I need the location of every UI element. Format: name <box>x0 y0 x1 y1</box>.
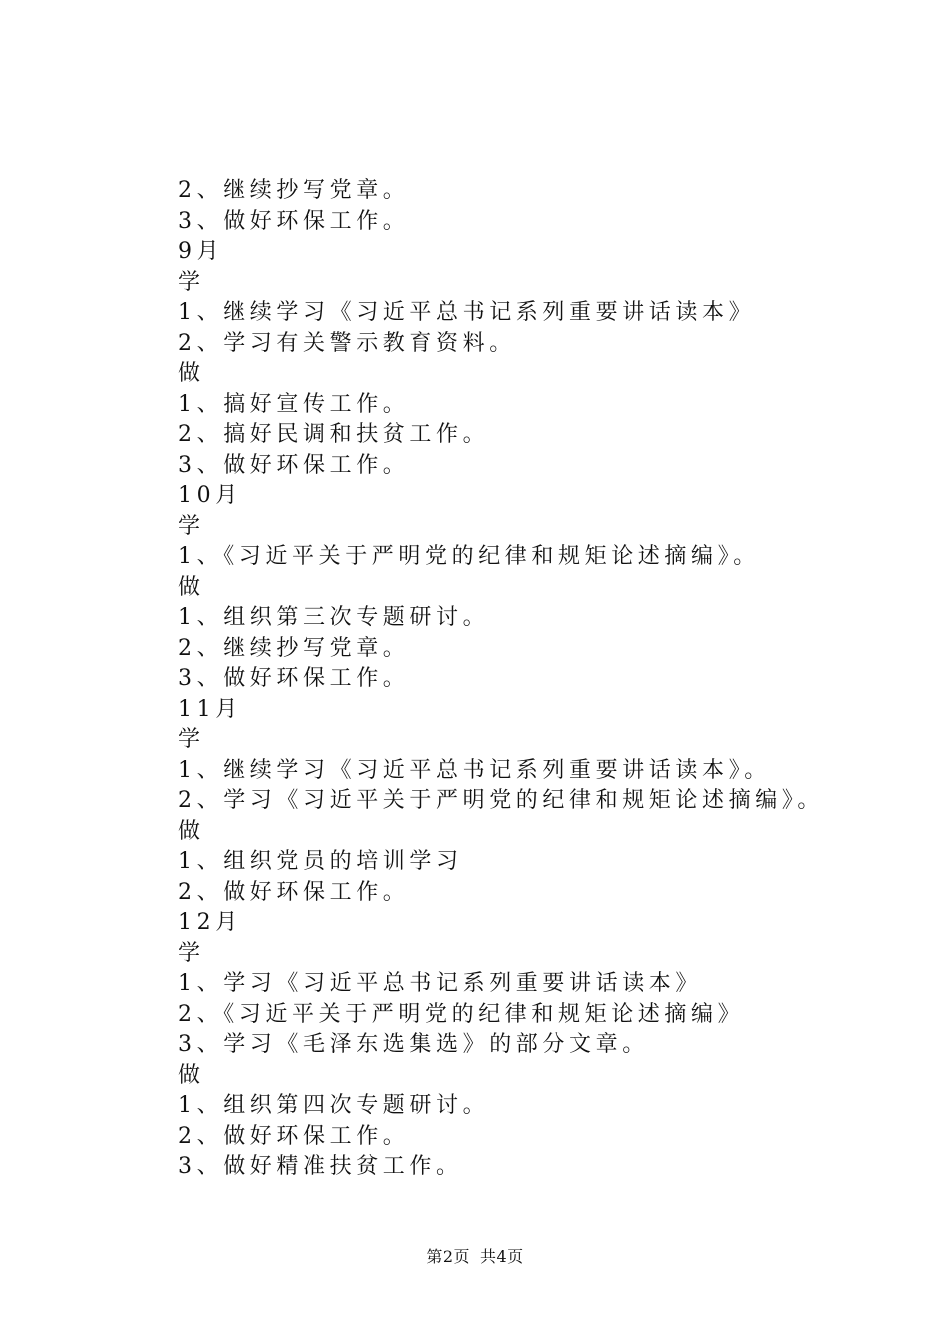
text-line: 2、做好环保工作。 <box>178 879 410 905</box>
section-label-do: 做 <box>178 1062 205 1088</box>
text-line: 1、组织第三次专题研讨。 <box>178 605 490 630</box>
section-label-study: 学 <box>178 269 205 295</box>
month-heading: 10月 <box>178 483 242 508</box>
text-line: 3、学习《毛泽东选集选》的部分文章。 <box>178 1032 649 1057</box>
month-heading: 12月 <box>178 910 242 935</box>
text-line: 2、继续抄写党章。 <box>178 635 410 661</box>
text-line: 3、做好环保工作。 <box>178 452 410 478</box>
section-label-do: 做 <box>178 574 205 600</box>
text-line: 2、学习《习近平关于严明党的纪律和规矩论述摘编》。 <box>178 788 824 813</box>
text-line: 1、组织党员的培训学习 <box>178 849 463 874</box>
section-label-do: 做 <box>178 818 205 844</box>
document-body <box>178 176 878 1183</box>
month-heading: 9月 <box>178 239 224 264</box>
text-line: 2、继续抄写党章。 <box>178 178 410 203</box>
text-line: 2、学习有关警示教育资料。 <box>178 330 516 356</box>
text-line: 1、学习《习近平总书记系列重要讲话读本》 <box>178 971 702 996</box>
text-line: 3、做好环保工作。 <box>178 208 410 234</box>
month-heading: 11月 <box>178 696 242 722</box>
section-label-study: 学 <box>178 513 205 539</box>
text-line: 3、做好精准扶贫工作。 <box>178 1154 463 1179</box>
page-number-current: 第2页 <box>426 1247 470 1266</box>
section-label-study: 学 <box>178 727 205 752</box>
page-footer <box>0 1244 950 1267</box>
page-number-total: 共4页 <box>480 1247 524 1266</box>
section-label-do: 做 <box>178 361 205 386</box>
text-line: 1、搞好宣传工作。 <box>178 391 410 417</box>
section-label-study: 学 <box>178 940 205 966</box>
text-line: 1、继续学习《习近平总书记系列重要讲话读本》。 <box>178 757 771 783</box>
text-line: 1、组织第四次专题研讨。 <box>178 1093 490 1118</box>
text-line: 2、《习近平关于严明党的纪律和规矩论述摘编》 <box>178 1001 745 1027</box>
text-line: 1、继续学习《习近平总书记系列重要讲话读本》 <box>178 300 756 325</box>
text-line: 3、做好环保工作。 <box>178 666 410 691</box>
text-line: 2、搞好民调和扶贫工作。 <box>178 422 490 447</box>
text-line: 1、《习近平关于严明党的纪律和规矩论述摘编》。 <box>178 544 760 569</box>
text-line: 2、做好环保工作。 <box>178 1123 410 1149</box>
